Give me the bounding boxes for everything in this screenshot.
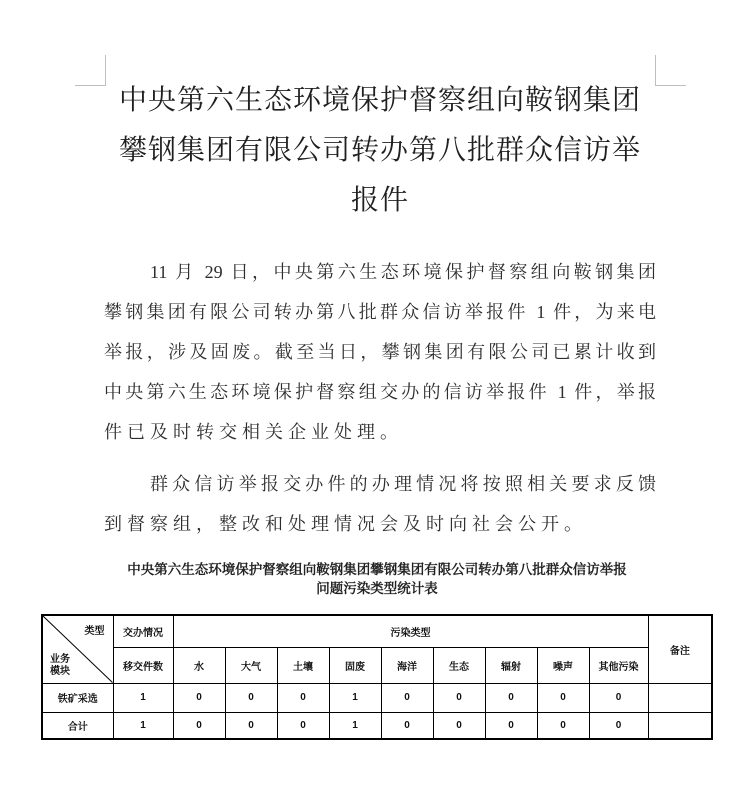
paragraph-1-line-4: 中央第六生态环境保护督察组交办的信访举报件 1 件，举报 <box>104 382 656 402</box>
table-row-total <box>42 712 712 739</box>
header-other-pollution: 其他污染 <box>589 647 648 683</box>
cell-value: 0 <box>225 683 277 712</box>
title-line-1: 中央第六生态环境保护督察组向鞍钢集团 <box>118 85 641 116</box>
header-solid-waste: 固废 <box>329 647 381 683</box>
paragraph-1-line-2: 攀钢集团有限公司转办第八批群众信访举报件 1 件，为来电 <box>104 302 656 322</box>
header-remark: 备注 <box>648 615 712 683</box>
document-body <box>104 252 656 544</box>
cell-remark <box>648 712 712 739</box>
table-row-iron-ore-mining <box>42 683 712 712</box>
corner-label-line-2: 模块 <box>50 665 70 677</box>
paragraph-1-line-5: 件已及时转交相关企业处理。 <box>104 422 403 442</box>
document-title <box>100 76 660 226</box>
cell-value: 0 <box>485 683 537 712</box>
cell-value: 0 <box>381 712 433 739</box>
row-label: 铁矿采选 <box>42 683 113 712</box>
header-case-assignment: 交办情况 <box>113 615 173 647</box>
cell-value: 1 <box>113 712 173 739</box>
cell-value: 1 <box>329 712 381 739</box>
header-water: 水 <box>173 647 225 683</box>
cell-value: 0 <box>277 712 329 739</box>
diagonal-header-cell <box>42 615 113 683</box>
cell-remark <box>648 683 712 712</box>
cell-value: 0 <box>589 683 648 712</box>
header-air: 大气 <box>225 647 277 683</box>
cell-value: 0 <box>225 712 277 739</box>
paragraph-1-line-1: 11 月 29 日，中央第六生态环境保护督察组向鞍钢集团 <box>150 262 656 282</box>
corner-label-business-module <box>50 654 70 678</box>
table-caption-line-1: 中央第六生态环境保护督察组向鞍钢集团攀钢集团有限公司转办第八批群众信访举报 <box>127 562 627 577</box>
cell-value: 0 <box>277 683 329 712</box>
pollution-statistics-table <box>41 614 713 740</box>
cell-value: 0 <box>433 712 485 739</box>
header-pollution-type: 污染类型 <box>173 615 648 647</box>
cell-value: 0 <box>589 712 648 739</box>
paragraph-1-line-3: 举报，涉及固废。截至当日，攀钢集团有限公司已累计收到 <box>104 342 656 362</box>
cell-value: 0 <box>173 683 225 712</box>
table-caption <box>70 560 684 598</box>
cell-value: 0 <box>173 712 225 739</box>
header-ocean: 海洋 <box>381 647 433 683</box>
cell-value: 0 <box>433 683 485 712</box>
cell-value: 0 <box>537 683 589 712</box>
cell-value: 1 <box>329 683 381 712</box>
cell-value: 0 <box>381 683 433 712</box>
corner-label-line-1: 业务 <box>50 653 70 665</box>
paragraph-2-line-2: 到督察组，整改和处理情况会及时向社会公开。 <box>104 514 587 534</box>
row-label: 合计 <box>42 712 113 739</box>
paragraph-2-line-1: 群众信访举报交办件的办理情况将按照相关要求反馈 <box>150 474 656 494</box>
cell-value: 1 <box>113 683 173 712</box>
header-ecology: 生态 <box>433 647 485 683</box>
cell-value: 0 <box>485 712 537 739</box>
header-radiation: 辐射 <box>485 647 537 683</box>
title-line-2: 攀钢集团有限公司转办第八批群众信访举 <box>118 135 641 166</box>
header-soil: 土壤 <box>277 647 329 683</box>
cell-value: 0 <box>537 712 589 739</box>
header-transferred-count: 移交件数 <box>113 647 173 683</box>
header-noise: 噪声 <box>537 647 589 683</box>
corner-label-type: 类型 <box>84 626 105 637</box>
title-line-3: 报件 <box>350 185 409 216</box>
table-caption-line-2: 问题污染类型统计表 <box>316 581 438 596</box>
